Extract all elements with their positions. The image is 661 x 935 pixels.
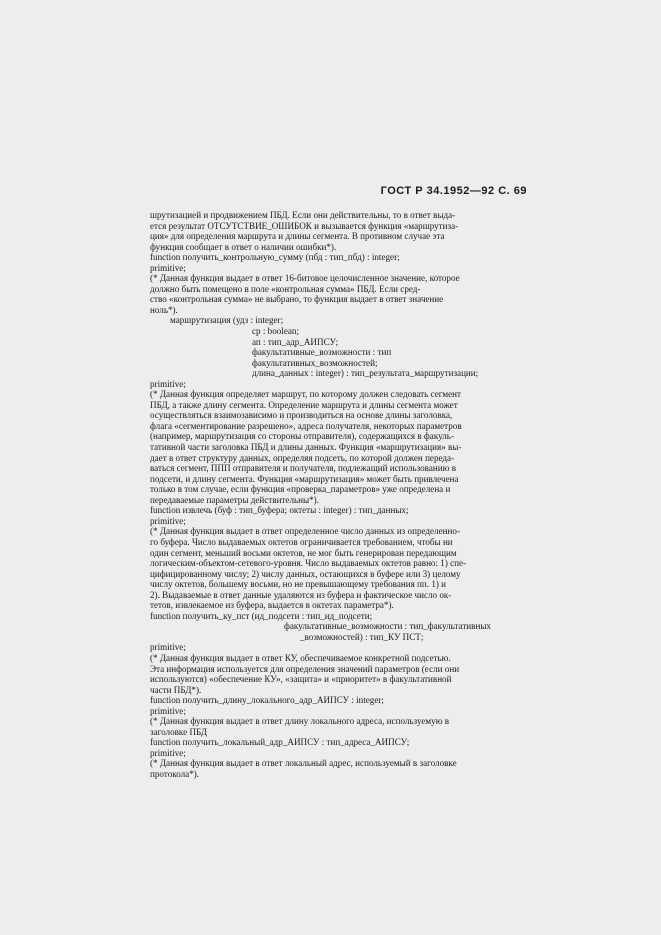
- text-line: шрутизацией и продвижением ПБД. Если они действительны, то в ответ выда-: [150, 210, 456, 220]
- comment-line: части ПБД*).: [150, 684, 202, 695]
- code-line: function получить_локальный_адр_АИПСУ : тип_адреса_АИПСУ;: [150, 737, 410, 748]
- comment-line: ство «контрольная сумма» не выбрано, то функция выдает в ответ значение: [150, 294, 444, 305]
- comment-line: (* Данная функция выдает в ответ длину локального адреса, используемую в: [150, 716, 450, 727]
- comment-line: 2). Выдаваемые в ответ данные удаляются из буфера и фактическое число ок-: [150, 589, 452, 600]
- code-line: _возможностей) : тип_КУ ПСТ;: [300, 631, 424, 642]
- comment-line: (* Данная функция выдает в ответ локальный адрес, используемый в заголовке: [150, 758, 457, 769]
- document-body: [150, 210, 528, 780]
- code-line: длина_данных : integer) : тип_результата_маршрутизации;: [252, 368, 479, 379]
- comment-line: один сегмент, меньший восьми октетов, не мог быть генерирован передающим: [150, 547, 457, 558]
- comment-line: должно быть помещено в поле «контрольная сумма» ПБД. Если сред-: [150, 283, 421, 294]
- comment-line: используются) «обеспечение КУ», «защита» и «приоритет» в факультативной: [150, 674, 452, 685]
- comment-line: числу октетов, большему восьми, но не превышающему требования пп. 1) и: [150, 579, 447, 590]
- comment-line: ноль*).: [150, 304, 178, 315]
- comment-line: цифицированному числу; 2) числу данных, остающихся в буфере или 3) целому: [150, 568, 461, 579]
- comment-line: протокола*).: [150, 768, 200, 779]
- comment-line: логическим-объектом-сетевого-уровня. Число выдаваемых октетов равно: 1) спе-: [150, 558, 467, 569]
- code-line: факультативные_возможности : тип_факультативных: [284, 621, 491, 632]
- code-line: primitive;: [150, 262, 186, 273]
- comment-line: (например, маршрутизация со стороны отправителя), содержащихся в факуль-: [150, 431, 454, 442]
- code-line: факультативные_возможности : тип: [252, 347, 392, 358]
- code-line: primitive;: [150, 642, 186, 653]
- comment-line: (* Данная функция выдает в ответ 16-битовое целочисленное значение, которое: [150, 273, 460, 284]
- comment-line: флага «сегментирование разрешено», адреса получателя, некоторых параметров: [150, 420, 462, 431]
- comment-line: го буфера. Число выдаваемых октетов ограничивается требованием, чтобы ни: [150, 536, 453, 547]
- comment-line: (* Данная функция выдает в ответ определенное число данных из определенно-: [150, 526, 460, 537]
- text-line: ется результат ОТСУТСТВИЕ_ОШИБОК и вызывается функция «маршрутиза-: [150, 220, 459, 231]
- text-line: функция сообщает в ответ о наличии ошибки*).: [150, 241, 337, 252]
- code-line: ср : boolean;: [252, 326, 299, 337]
- comment-line: Эта информация используется для определения значений параметров (если они: [150, 663, 460, 674]
- code-line: primitive;: [150, 515, 186, 526]
- comment-line: осуществляться взаимозависимо и производиться на основе длины заголовка,: [150, 410, 453, 421]
- code-line: факультативных_возможностей;: [252, 357, 378, 368]
- comment-line: передаваемые параметры действительны*).: [150, 494, 319, 505]
- code-line: function получить_ку_пст (ид_подсети : тип_ид_подсети;: [150, 610, 373, 621]
- comment-line: тетов, извлекаемое из буфера, выдается в октетах параметра*).: [150, 600, 394, 611]
- code-line: primitive;: [150, 378, 186, 389]
- comment-line: подсети, и длину сегмента. Функция «маршрутизация» может быть привлечена: [150, 473, 459, 484]
- text-line: ция» для определения маршрута и длины сегмента. В противном случае эта: [150, 231, 445, 242]
- code-line: primitive;: [150, 747, 186, 758]
- code-line: function получить_контрольную_сумму (пбд : тип_пбд) : integer;: [150, 252, 400, 263]
- comment-line: заголовке ПБД: [150, 726, 208, 737]
- code-line: маршрутизация (удз : integer;: [170, 315, 284, 326]
- code-line: ап : тип_адр_АИПСУ;: [252, 336, 339, 347]
- comment-line: дает в ответ структуру данных, определяя подсеть, по которой должен переда-: [150, 452, 455, 463]
- code-line: primitive;: [150, 705, 186, 716]
- code-line: function извлечь (буф : тип_буфера; октеты : integer) : тип_данных;: [150, 505, 409, 516]
- comment-line: ваться сегмент, ППП отправителя и получателя, подлежащий использованию в: [150, 463, 456, 474]
- comment-line: только в том случае, если функция «проверка_параметров» уже определена и: [150, 484, 451, 495]
- comment-line: ПБД, а также длину сегмента. Определение маршрута и длины сегмента может: [150, 399, 458, 410]
- comment-line: (* Данная функция выдает в ответ КУ, обеспечиваемое конкретной подсетью.: [150, 652, 451, 663]
- code-line: function получить_длину_локального_адр_АИПСУ : integer;: [150, 695, 384, 706]
- comment-line: (* Данная функция определяет маршрут, по которому должен следовать сегмент: [150, 389, 461, 400]
- comment-line: тативной части заголовка ПБД и длины данных. Функция «маршрутизация» вы-: [150, 442, 462, 453]
- page-header: ГОСТ Р 34.1952—92 С. 69: [380, 185, 527, 197]
